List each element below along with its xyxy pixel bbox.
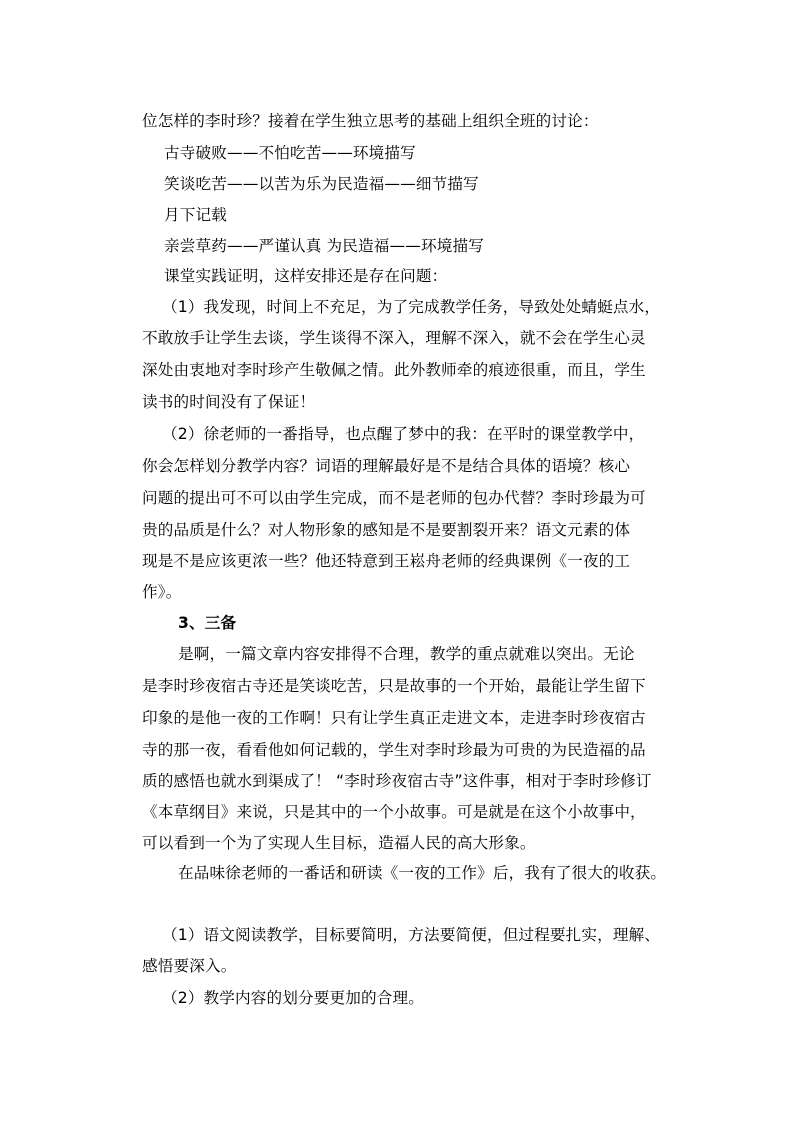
paragraph-line: 你会怎样划分教学内容？词语的理解最好是不是结合具体的语境？核心 [142,457,631,475]
paragraph-line: 寺的那一夜，看看他如何记载的，学生对李时珍最为可贵的为民造福的品 [142,741,646,759]
discussion-item: 亲尝草药——严谨认真 为民造福——环境描写 [164,237,484,255]
paragraph-line: 是啊，一篇文章内容安排得不合理，教学的重点就难以突出。无论 [178,645,635,663]
discussion-item: 笑谈吃苦——以苦为乐为民造福——细节描写 [164,175,479,193]
paragraph-line: （2）徐老师的一番指导，也点醒了梦中的我：在平时的课堂教学中， [162,425,645,443]
paragraph-line: 现是不是应该更浓一些？他还特意到王崧舟老师的经典课例《一夜的工 [142,552,631,570]
paragraph-line: （1）语文阅读教学，目标要简明，方法要简便，但过程要扎实，理解、 [162,926,661,944]
paragraph-line: 《本草纲目》来说，只是其中的一个小故事。可是就是在这个小故事中， [142,803,646,821]
paragraph-line: 问题的提出可不可以由学生完成，而不是老师的包办代替？李时珍最为可 [142,489,646,507]
paragraph-line: （2）教学内容的划分要更加的合理。 [162,989,424,1007]
discussion-item: 古寺破败——不怕吃苦——环境描写 [164,144,416,162]
paragraph-line: 深处由衷地对李时珍产生敬佩之情。此外教师牵的痕迹很重，而且，学生 [142,361,646,379]
paragraph-line: 在品味徐老师的一番话和研读《一夜的工作》后，我有了很大的收获。 [178,864,667,882]
discussion-item: 月下记载 [164,206,227,224]
paragraph-line: 质的感悟也就水到渠成了！ “李时珍夜宿古寺”这件事，相对于李时珍修订 [142,772,652,790]
paragraph-line: 位怎样的李时珍？接着在学生独立思考的基础上组织全班的讨论： [142,112,599,130]
paragraph-line: 课堂实践证明，这样安排还是存在问题： [164,267,448,285]
section-heading: 3、三备 [178,614,237,632]
paragraph-line: 可以看到一个为了实现人生目标，造福人民的高大形象。 [142,834,536,852]
paragraph-line: （1）我发现，时间上不充足，为了完成教学任务，导致处处蜻蜓点水， [162,298,661,316]
paragraph-line: 不敢放手让学生去谈，学生谈得不深入，理解不深入，就不会在学生心灵 [142,329,646,347]
paragraph-line: 是李时珍夜宿古寺还是笑谈吃苦，只是故事的一个开始，最能让学生留下 [142,677,646,695]
paragraph-line: 感悟要深入。 [142,957,237,975]
paragraph-line: 印象的是他一夜的工作啊！只有让学生真正走进文本，走进李时珍夜宿古 [142,709,646,727]
paragraph-line: 贵的品质是什么？对人物形象的感知是不是要割裂开来？语文元素的体 [142,521,631,539]
paragraph-line: 作》。 [142,583,182,601]
paragraph-line: 读书的时间没有了保证！ [142,393,316,411]
